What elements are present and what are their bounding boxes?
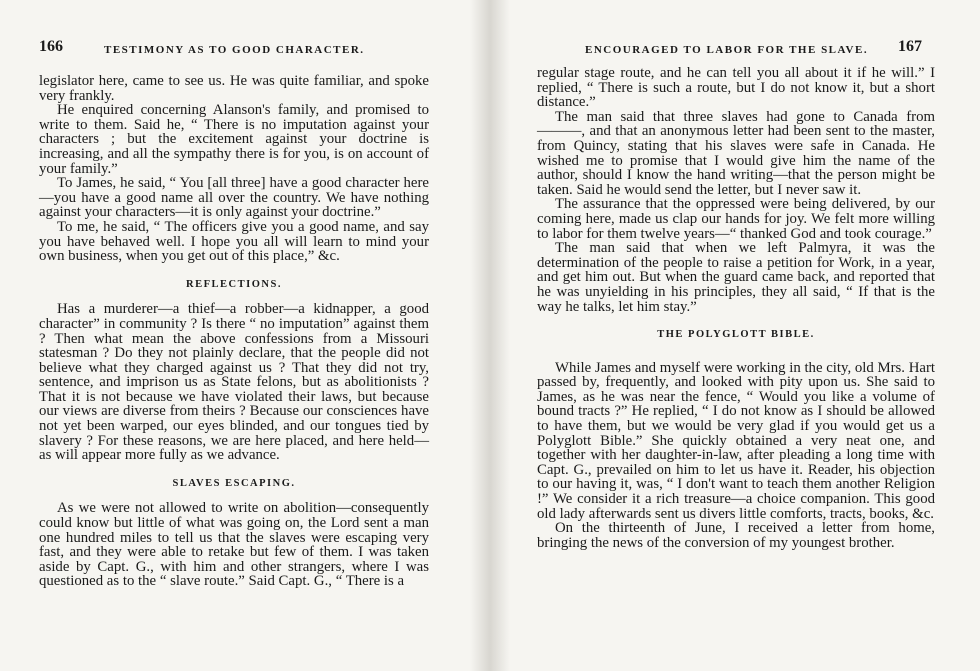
right-page-body xyxy=(537,66,935,550)
running-head: ENCOURAGED TO LABOR FOR THE SLAVE. xyxy=(585,44,869,56)
paragraph: The man said that when we left Palmyra, it was the determination of the people to raise a petition for Work, in a year, and get him out. But when the guard came back, and reported that he was unyielding in his principles, they all said, “ If that is the way he talks, let him stay.” xyxy=(537,240,935,315)
section-heading: THE POLYGLOTT BIBLE. xyxy=(657,329,815,341)
section-heading: SLAVES ESCAPING. xyxy=(172,477,296,489)
paragraph: The assurance that the oppressed were being delivered, by our coming here, made us clap our hands for joy. We felt more willing to labor for them twelve years—“ thanked God and took courage.” xyxy=(537,196,935,242)
paragraph: legislator here, came to see us. He was quite familiar, and spoke very frankly. xyxy=(39,73,429,104)
page-body xyxy=(39,74,429,589)
paragraph: To me, he said, “ The officers give you a good name, and say you have behaved well. I hope you all will learn to mind your own business, when you get out of this place,” &c. xyxy=(39,218,429,265)
paragraph: On the thirteenth of June, I received a letter from home, bringing the news of the conversion of my youngest brother. xyxy=(537,520,935,551)
paragraph: He enquired concerning Alanson's family, and promised to write to them. Said he, “ There is no imputation against your characters ; but the excitement against your doctrine is increasing, and all the sympathy there is for you, is on account of your family.” xyxy=(39,102,429,177)
page-number: 167 xyxy=(898,38,922,55)
paragraph: regular stage route, and he can tell you all about it if he will.” I replied, “ There is such a route, but I do not know it, but a short distance.” xyxy=(537,65,935,111)
page-number: 166 xyxy=(39,38,63,55)
section-heading: REFLECTIONS. xyxy=(186,278,282,290)
left-page xyxy=(0,0,480,671)
running-head: TESTIMONY AS TO GOOD CHARACTER. xyxy=(104,44,365,56)
paragraph: Has a murderer—a thief—a robber—a kidnapper, a good character” in community ? Is there “ no imputation” against them ? Then what mean the above confessions from a Missouri statesman ? Do they not plainly declare, that the people did not believe what they charged against us ? That they did not try, sentence, and imprison us as State felons, but as abolitionists ? That it is not because we have violated their laws, but because our views are diverse from theirs ? Because our consciences have not yet been warped, our eyes blinded, and our tongues tied by slavery ? For these reasons, we are here placed, and here held—as will appear more fully as we advance. xyxy=(39,301,429,464)
paragraph: While James and myself were working in the city, old Mrs. Hart passed by, frequently, and looked with pity upon us. She said to James, as he was near the fence, “ Would you like a volume of bound tracts ?” He replied, “ I do not know as I should be allowed to have them, but we would be very glad if you would get us a Polyglott Bible.” She quickly obtained a very neat one, and together with her daughter-in-law, after pleading a long time with Capt. G., prevailed on him to let us have it. Reader, his objection to our having it, was, “ I don't want to teach them another Religion !” We consider it a rich treasure—a choice companion. This good old lady afterwards sent us divers little comforts, tracts, books, &c. xyxy=(537,359,935,522)
paragraph: As we were not allowed to write on abolition—consequently could know but little of what was going on, the Lord sent a man one hundred miles to tell us that the slaves were escaping very fast, and they were able to retake but few of them. I was taken aside by Capt. G., with him and other strangers, where I was questioned as to the “ slave route.” Said Capt. G., “ There is a xyxy=(39,500,429,590)
paragraph: To James, he said, “ You [all three] have a good character here—you have a good name all over the country. We have nothing against your characters—it is only against your doctrine.” xyxy=(39,175,429,221)
paragraph: The man said that three slaves had gone to Canada from ———, and that an anonymous letter had been sent to the master, from Quincy, stating that his slaves were safe in Canada. He wished me to promise that I would give him the name of the author, should I know the hand writing—that the person might be taken. Said he would send the letter, but I never saw it. xyxy=(537,108,935,198)
